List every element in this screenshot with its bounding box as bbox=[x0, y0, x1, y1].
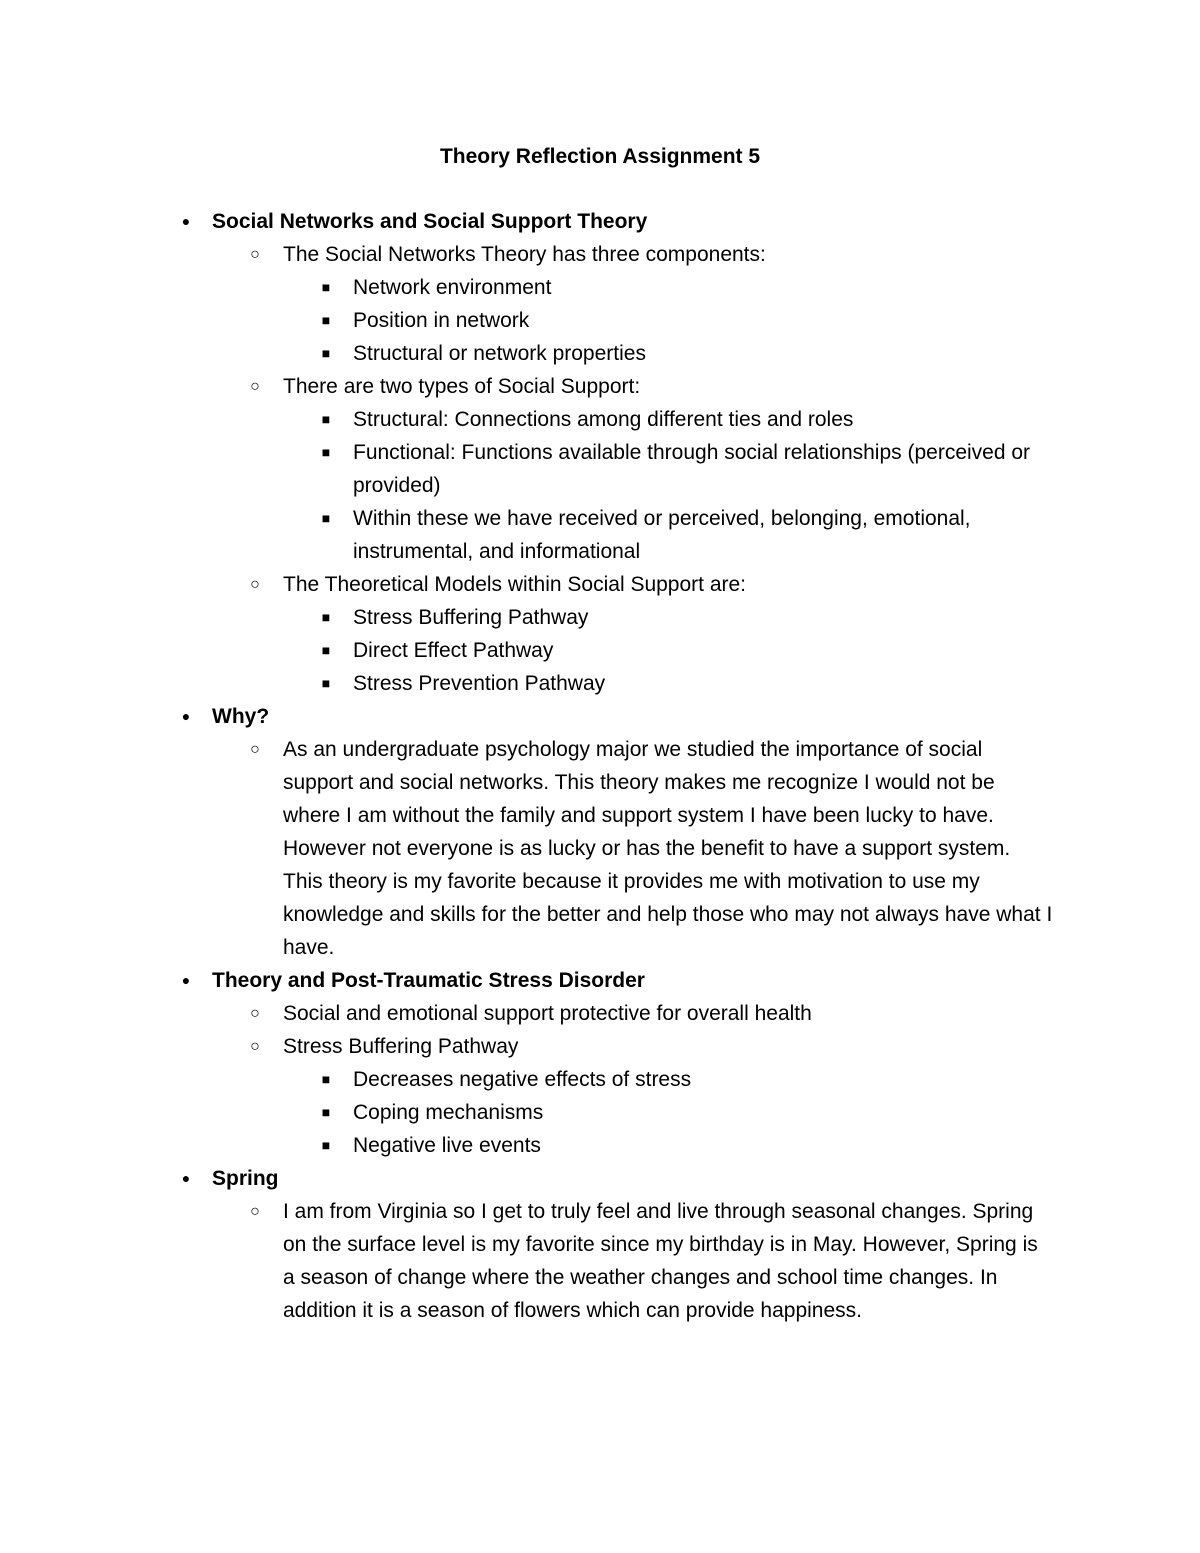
square-bullet-icon: ■ bbox=[321, 1104, 331, 1120]
circle-bullet-icon: ○ bbox=[250, 1038, 260, 1055]
list-subitem: ■ Stress Prevention Pathway bbox=[0, 667, 1053, 700]
circle-bullet-icon: ○ bbox=[250, 741, 260, 758]
square-bullet-icon: ■ bbox=[321, 411, 331, 427]
square-bullet-icon: ■ bbox=[321, 675, 331, 691]
square-bullet-icon: ■ bbox=[321, 609, 331, 625]
list-subitem: ■ Decreases negative effects of stress bbox=[0, 1063, 1053, 1096]
list-subitem: ■ Structural or network properties bbox=[0, 337, 1053, 370]
list-item: ○ There are two types of Social Support: bbox=[0, 370, 1053, 403]
bullet-outline bbox=[0, 205, 1200, 1327]
square-bullet-icon: ■ bbox=[321, 510, 331, 526]
bullet-icon: ● bbox=[181, 1170, 191, 1186]
list-subitem: ■ Within these we have received or perceived, belonging, emotional, instrumental, and informational bbox=[0, 502, 1053, 568]
square-bullet-icon: ■ bbox=[321, 345, 331, 361]
list-subitem: ■ Network environment bbox=[0, 271, 1053, 304]
list-subitem: ■ Position in network bbox=[0, 304, 1053, 337]
section-heading: ● Why? bbox=[0, 700, 1052, 733]
list-item: ○ The Theoretical Models within Social Support are: bbox=[0, 568, 1053, 601]
list-item: ○ The Social Networks Theory has three components: bbox=[0, 238, 1053, 271]
list-item: ○ Stress Buffering Pathway bbox=[0, 1030, 1053, 1063]
square-bullet-icon: ■ bbox=[321, 642, 331, 658]
list-subitem: ■ Negative live events bbox=[0, 1129, 1053, 1162]
circle-bullet-icon: ○ bbox=[250, 1005, 260, 1022]
bullet-icon: ● bbox=[181, 708, 191, 724]
square-bullet-icon: ■ bbox=[321, 1137, 331, 1153]
list-subitem: ■ Coping mechanisms bbox=[0, 1096, 1053, 1129]
square-bullet-icon: ■ bbox=[321, 279, 331, 295]
list-subitem: ■ Structural: Connections among different ties and roles bbox=[0, 403, 1053, 436]
circle-bullet-icon: ○ bbox=[250, 1203, 260, 1220]
list-item: ○ Social and emotional support protective for overall health bbox=[0, 997, 1053, 1030]
square-bullet-icon: ■ bbox=[321, 312, 331, 328]
list-subitem: ■ Functional: Functions available through social relationships (perceived or provided) bbox=[0, 436, 1053, 502]
section-heading: ● Social Networks and Social Support Theory bbox=[0, 205, 1052, 238]
section-heading: ● Spring bbox=[0, 1162, 1052, 1195]
list-item: ○ I am from Virginia so I get to truly feel and live through seasonal changes. Spring on the surface level is my favorite since my birthday is in May. However, Spring is a season of change where the weather changes and school time changes. In addition it is a season of flowers which can provide happiness. bbox=[0, 1195, 1053, 1327]
bullet-icon: ● bbox=[181, 213, 191, 229]
document-title: Theory Reflection Assignment 5 bbox=[439, 145, 761, 168]
bullet-icon: ● bbox=[181, 972, 191, 988]
square-bullet-icon: ■ bbox=[321, 444, 331, 460]
square-bullet-icon: ■ bbox=[321, 1071, 331, 1087]
section-heading: ● Theory and Post-Traumatic Stress Disorder bbox=[0, 964, 1052, 997]
circle-bullet-icon: ○ bbox=[250, 576, 260, 593]
list-subitem: ■ Stress Buffering Pathway bbox=[0, 601, 1053, 634]
circle-bullet-icon: ○ bbox=[250, 378, 260, 395]
list-item: ○ As an undergraduate psychology major we studied the importance of social support and social networks. This theory makes me recognize I would not be where I am without the family and support system I have been lucky to have. However not everyone is as lucky or has the benefit to have a support system. This theory is my favorite because it provides me with motivation to use my knowledge and skills for the better and help those who may not always have what I have. bbox=[0, 733, 1053, 964]
circle-bullet-icon: ○ bbox=[250, 246, 260, 263]
list-subitem: ■ Direct Effect Pathway bbox=[0, 634, 1053, 667]
